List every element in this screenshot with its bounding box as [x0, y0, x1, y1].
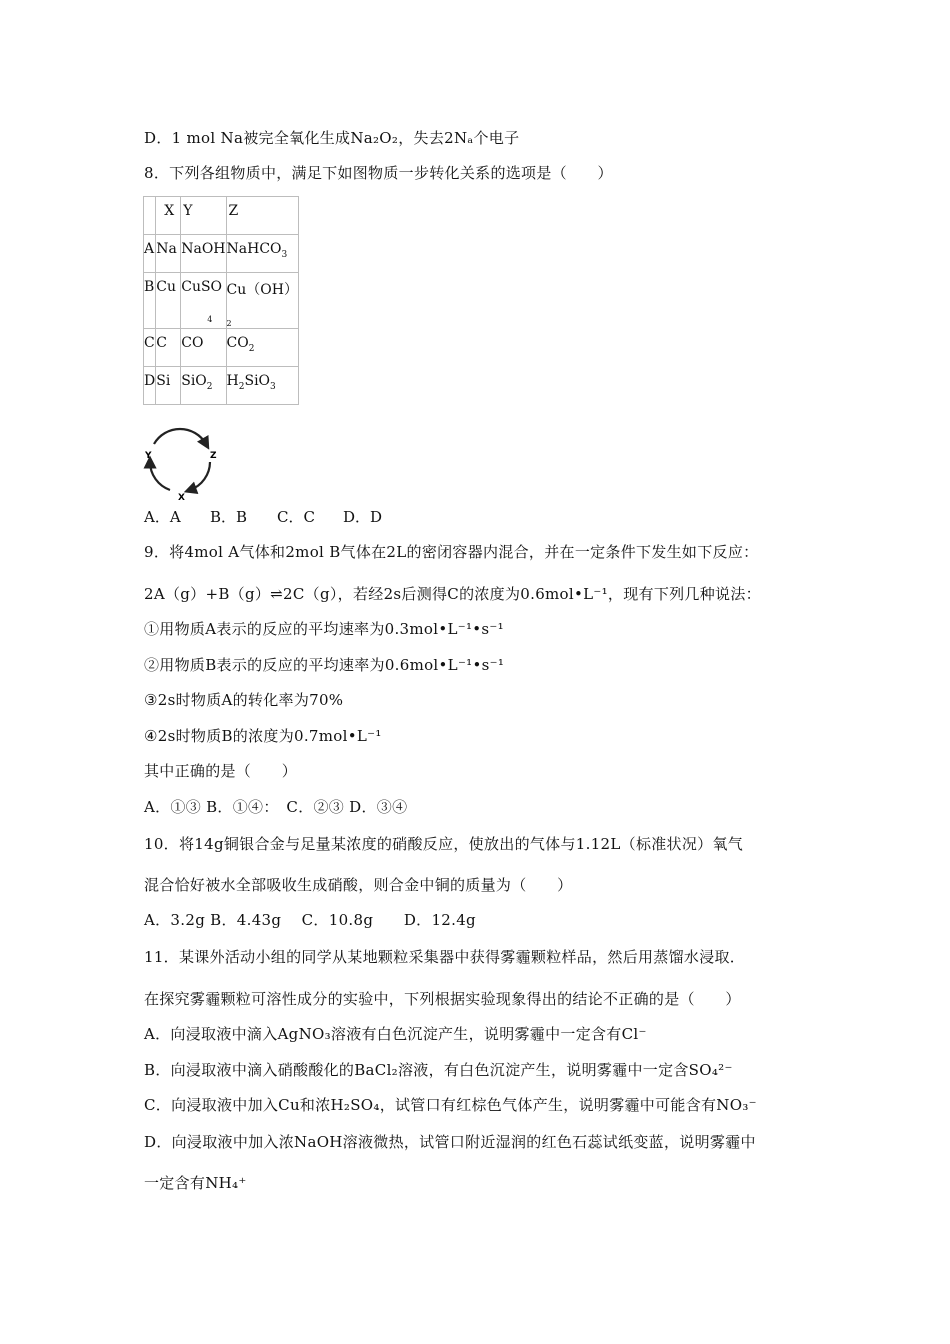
q11-option-d-line1: D．向浸取液中加入浓NaOH溶液微热，试管口附近湿润的红色石蕊试纸变蓝，说明雾霾中	[144, 1133, 756, 1151]
q10-stem-line2: 混合恰好被水全部吸收生成硝酸，则合金中铜的质量为（ ）	[144, 876, 573, 894]
q9-statement-3: ③2s时物质A的转化率为70%	[144, 691, 344, 709]
q10-options: A．3.2g B．4.43g C．10.8g D．12.4g	[144, 911, 476, 929]
conversion-cycle-diagram	[140, 418, 220, 502]
q8-table	[143, 196, 299, 405]
q8-option-d: D．D	[343, 508, 383, 526]
row-b-y: CuSO 4	[181, 279, 223, 324]
q10-stem-line1: 10．将14g铜银合金与足量某浓度的硝酸反应，使放出的气体与1.12L（标准状况）氧气	[144, 835, 744, 853]
arrow-x-to-y	[150, 462, 170, 490]
row-a-y: NaOH	[181, 241, 226, 257]
q8-option-c: C．C	[277, 508, 315, 526]
table-header-z: Z	[228, 203, 239, 219]
label-x: X	[178, 493, 185, 502]
q9-stem-line1: 9．将4mol A气体和2mol B气体在2L的密闭容器内混合，并在一定条件下发生如下反应：	[144, 543, 759, 561]
q9-statement-1: ①用物质A表示的反应的平均速率为0.3mol•L⁻¹•s⁻¹	[144, 620, 504, 638]
q9-options: A．①③ B．①④： C．②③ D．③④	[144, 798, 408, 816]
q9-ask: 其中正确的是（ ）	[144, 762, 298, 780]
row-d-x: Si	[156, 373, 171, 389]
q8-stem: 8．下列各组物质中，满足下如图物质一步转化关系的选项是（ ）	[144, 164, 613, 182]
row-c-x: C	[156, 335, 167, 351]
q9-statement-2: ②用物质B表示的反应的平均速率为0.6mol•L⁻¹•s⁻¹	[144, 656, 505, 674]
q8-option-b: B．B	[210, 508, 248, 526]
label-y: Y	[145, 451, 152, 461]
row-c-y: CO	[181, 335, 204, 351]
q8-option-a: A．A	[144, 508, 181, 526]
label-z: Z	[210, 451, 217, 461]
row-c-opt: C	[144, 335, 155, 351]
arrow-y-to-z	[154, 429, 206, 444]
table-header-y: Y	[183, 203, 193, 219]
row-d-opt: D	[144, 373, 156, 389]
q9-statement-4: ④2s时物质B的浓度为0.7mol•L⁻¹	[144, 727, 382, 745]
row-a-x: Na	[156, 241, 177, 257]
q11-stem-line1: 11．某课外活动小组的同学从某地颗粒采集器中获得雾霾颗粒样品，然后用蒸馏水浸取．	[144, 948, 746, 966]
q11-option-c: C．向浸取液中加入Cu和浓H₂SO₄，试管口有红棕色气体产生，说明雾霾中可能含有NO₃⁻	[144, 1096, 757, 1114]
q11-option-b: B．向浸取液中滴入硝酸酸化的BaCl₂溶液，有白色沉淀产生，说明雾霾中一定含SO₄²⁻	[144, 1061, 733, 1079]
q7-option-d: D．1 mol Na被完全氧化生成Na₂O₂，失去2Nₐ个电子	[144, 129, 520, 147]
arrow-z-to-x	[190, 462, 210, 490]
row-a-z: NaHCO$_3$	[226, 241, 288, 260]
row-c-z: $CO_2$	[226, 335, 255, 354]
table-header	[144, 197, 155, 203]
q11-option-d-line2: 一定含有NH₄⁺	[144, 1174, 247, 1192]
row-d-y: SiO$_2$	[181, 373, 213, 392]
row-b-opt: B	[144, 279, 155, 295]
row-d-z: $H_2SiO_3$	[226, 373, 276, 392]
q11-stem-line2: 在探究雾霾颗粒可溶性成分的实验中，下列根据实验现象得出的结论不正确的是（ ）	[144, 990, 741, 1008]
row-b-z: Cu（OH） 2	[226, 282, 298, 328]
row-b-x: Cu	[156, 279, 176, 295]
table-header-x: X	[164, 203, 175, 219]
q9-stem-line2: 2A（g）+B（g）⇌2C（g），若经2s后测得C的浓度为0.6mol•L⁻¹，现有下列几种说法：	[144, 585, 761, 603]
row-a-opt: A	[144, 241, 155, 257]
q11-option-a: A．向浸取液中滴入AgNO₃溶液有白色沉淀产生，说明雾霾中一定含有Cl⁻	[144, 1025, 647, 1043]
